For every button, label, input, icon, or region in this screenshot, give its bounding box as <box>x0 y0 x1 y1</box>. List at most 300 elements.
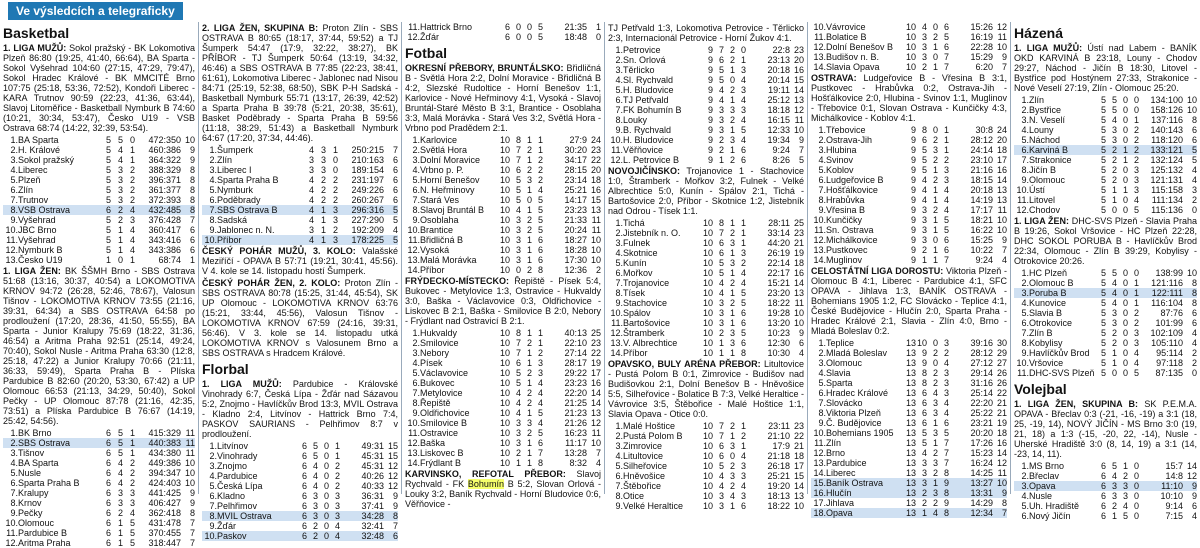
stat-cell: 3 <box>515 418 521 428</box>
stat-cell: 20:24 <box>564 225 587 235</box>
stat-cell: 3 <box>921 205 927 215</box>
stat-cell: 11 <box>181 438 195 448</box>
stat-cell: 8 <box>938 488 949 498</box>
table-row <box>1014 165 1197 175</box>
stat-cell: 364:322 <box>148 155 181 165</box>
stat-cell: 4. <box>1021 298 1029 308</box>
stat-cell: 6 <box>1191 308 1197 318</box>
stat-cell: 0 <box>1122 268 1128 278</box>
stat-cell: 16 <box>996 165 1007 175</box>
stat-cell: 0 <box>932 125 938 135</box>
team-name-cell: Budišov n. B. <box>826 52 880 62</box>
team-name-cell: Zlín <box>18 185 34 195</box>
highlighted-word: Bohumín <box>467 479 504 489</box>
stat-cell: 13. <box>5 255 18 265</box>
team-name-cell: Jablonec n. N. <box>217 225 275 235</box>
results-paragraph <box>608 166 804 216</box>
stat-cell: 4 <box>1111 115 1117 125</box>
stat-cell: 5 <box>1100 278 1106 288</box>
stat-cell: 2 <box>526 388 532 398</box>
table-row <box>3 438 195 448</box>
stat-cell: 5 <box>105 245 111 255</box>
team-name-cell: Nymburk B <box>18 245 63 255</box>
stat-cell: 4 <box>1001 255 1007 265</box>
stat-cell: 4 <box>308 195 314 205</box>
stat-cell: 1. <box>1021 268 1029 278</box>
stat-cell: 3 <box>308 165 314 175</box>
stat-cell: 3 <box>740 85 746 95</box>
stat-cell: 6. <box>818 175 826 185</box>
team-name-cell: Věřňovice <box>623 145 664 155</box>
stat-cell: 7 <box>943 438 949 448</box>
stat-cell: 6 <box>515 165 521 175</box>
stat-cell: 361:377 <box>148 185 181 195</box>
stat-cell: 4 <box>932 388 938 398</box>
stat-cell: 3 <box>129 498 135 508</box>
stat-cell: 140:143 <box>1150 125 1183 135</box>
stat-cell: 10 <box>702 328 713 338</box>
stat-cell: 250:215 <box>351 145 384 155</box>
stat-cell: 1 <box>1133 278 1139 288</box>
stat-cell: 2 <box>595 265 601 275</box>
table-row <box>811 388 1007 398</box>
stat-cell: 1 <box>729 308 735 318</box>
team-name-cell: Bartošovice <box>623 318 671 328</box>
stat-cell: 10. <box>202 531 217 541</box>
stat-cell: 343:386 <box>148 245 181 255</box>
stat-cell: 5 <box>117 428 123 438</box>
standings-table <box>405 22 601 42</box>
stat-cell: 9 <box>1183 481 1197 491</box>
table-row <box>202 491 398 501</box>
team-name-cell: Ludgeřovice B <box>826 175 884 185</box>
team-name-cell: Poruba B <box>1029 288 1094 298</box>
stat-cell: 133:121 <box>1139 145 1183 155</box>
team-name-cell: Třebovice <box>826 125 866 135</box>
standings-table <box>3 428 195 548</box>
team-name-cell: Břeclav <box>1029 471 1060 481</box>
standings-table <box>405 328 601 468</box>
stat-cell: 9 <box>798 328 804 338</box>
stat-cell: 4 <box>308 185 314 195</box>
stat-cell: 17 <box>793 461 804 471</box>
stat-cell: 17:30 <box>564 255 587 265</box>
stat-cell: 2 <box>932 205 938 215</box>
stat-cell: 0 <box>318 511 329 521</box>
standings-table <box>608 218 804 358</box>
table-row <box>608 318 804 328</box>
stat-cell: 3 <box>308 225 314 235</box>
stat-cell: 21 <box>996 398 1007 408</box>
table-row <box>608 298 804 308</box>
stat-cell: 472:350 <box>148 135 181 145</box>
stat-cell: 4 <box>921 185 927 195</box>
stat-cell: 10 <box>499 165 510 175</box>
stat-cell: 2 <box>729 278 735 288</box>
stat-cell: 20 <box>590 165 601 175</box>
stat-cell: 6 <box>943 22 949 32</box>
stat-cell: 4 <box>117 145 123 155</box>
table-row <box>811 448 1007 458</box>
results-paragraph <box>3 266 195 426</box>
stat-cell: 10 <box>702 238 713 248</box>
team-name-cell: DHC-SVS Plzeň <box>1029 368 1095 378</box>
results-paragraph <box>1014 399 1197 459</box>
team-name-cell: Silheřovice <box>623 461 668 471</box>
table-row <box>811 62 1007 72</box>
stat-cell: 15:7 <box>1165 461 1183 471</box>
paragraph-lead: FRÝDECKO-MÍSTECKO: <box>405 276 509 286</box>
team-name-cell: Tišnov <box>18 448 45 458</box>
stat-cell: 5. <box>1021 308 1029 318</box>
stat-cell: 4 <box>718 481 724 491</box>
table-row <box>1014 175 1197 185</box>
team-name-cell: Nový Jičín <box>1029 511 1071 521</box>
stat-cell: 2 <box>526 225 532 235</box>
team-name-cell: Trutnov <box>18 195 49 205</box>
stat-cell: 1 <box>943 125 949 135</box>
stat-cell: 24 <box>996 125 1007 135</box>
stat-cell: 2. <box>615 228 623 238</box>
stat-cell: 4. <box>1021 491 1029 501</box>
stat-cell: 4 <box>718 471 724 481</box>
team-name-cell: Stachovice <box>623 298 668 308</box>
stat-cell: 20:18 <box>767 65 790 75</box>
stat-cell: 5 <box>798 155 804 165</box>
team-name-cell: L. Petrovice B <box>623 155 680 165</box>
stat-cell: 2 <box>729 85 735 95</box>
stat-cell: 13 <box>905 348 916 358</box>
stat-cell: 6 <box>1191 501 1197 511</box>
stat-cell: 8 <box>189 508 195 518</box>
table-row <box>811 155 1007 165</box>
table-row <box>1014 461 1197 471</box>
stat-cell: 20:18 <box>970 185 993 195</box>
stat-cell: 13 <box>905 508 916 518</box>
stat-cell: 13:31 <box>949 488 993 498</box>
stat-cell: 1. <box>615 421 623 431</box>
stat-cell: 22:20 <box>970 398 993 408</box>
stat-cell: 40:13 <box>564 328 587 338</box>
table-row <box>1014 481 1197 491</box>
stat-cell: 5. <box>10 175 18 185</box>
stat-cell: 10 <box>184 135 195 145</box>
stat-cell: 6 <box>1100 471 1106 481</box>
stat-cell: 9. <box>10 508 18 518</box>
stat-cell: 3 <box>729 441 735 451</box>
stat-cell: 5. <box>10 468 18 478</box>
stat-cell: 1 <box>526 408 532 418</box>
team-name-cell: Liberec <box>826 468 856 478</box>
table-row <box>3 225 195 235</box>
stat-cell: 2. <box>10 145 18 155</box>
team-name-cell: Sparta Praha B <box>217 175 279 185</box>
stat-cell: 10 <box>499 438 510 448</box>
stat-cell: 1 <box>1133 115 1139 125</box>
stat-cell: 2 <box>129 175 135 185</box>
stat-cell: 10 <box>499 195 510 205</box>
stat-cell: 1. <box>818 125 826 135</box>
stat-cell: 121:131 <box>1150 175 1183 185</box>
stat-cell: 0 <box>932 22 938 32</box>
table-row <box>811 225 1007 235</box>
stat-cell: 10 <box>499 358 510 368</box>
stat-cell: 0 <box>1133 268 1139 278</box>
paragraph-text: DHC-SVS Plzeň - Slavia Praha B 19:26, Sokol Vršovice - HC Plzeň 22:28, DHC SOKOL PORUBA B - Havlíčkův Brod 22:34, Olomouc - Zlín B 39:29, Kobylisy - Otrokovice 20:26. <box>1014 216 1198 266</box>
table-row <box>1014 318 1197 328</box>
table-row <box>1014 135 1197 145</box>
stat-cell: 0 <box>1122 115 1128 125</box>
stat-cell: 2 <box>1133 135 1139 145</box>
team-name-cell: Kunovice <box>1029 298 1067 308</box>
stat-cell: 13 <box>996 195 1007 205</box>
stat-cell: 10 <box>702 248 713 258</box>
stat-cell: 5. <box>615 461 623 471</box>
stat-cell: 10 <box>499 215 510 225</box>
stat-cell: 14 <box>793 481 804 491</box>
stat-cell: 13:27 <box>949 478 993 488</box>
table-row <box>405 215 601 225</box>
stat-cell: 2 <box>932 468 938 478</box>
team-name-cell: Slavia Opava <box>826 62 880 72</box>
stat-cell: 2 <box>320 185 326 195</box>
stat-cell: 1 <box>117 225 123 235</box>
stat-cell: 7 <box>1001 62 1007 72</box>
table-row <box>3 215 195 225</box>
stat-cell: 6. <box>10 478 18 488</box>
paragraph-lead: CELOSTÁTNÍ LIGA DOROSTU: <box>811 266 944 276</box>
team-name-cell: Sl. Rychvald <box>623 75 674 85</box>
table-row <box>811 255 1007 265</box>
stat-cell: 227:290 <box>351 215 384 225</box>
team-name-cell: H. Králové <box>18 145 61 155</box>
stat-cell: 10:23 <box>767 328 790 338</box>
stat-cell: 10 <box>184 468 195 478</box>
table-row <box>405 428 601 438</box>
stat-cell: 7 <box>943 458 949 468</box>
stat-cell: 8 <box>718 218 724 228</box>
stat-cell: 6 <box>921 418 927 428</box>
stat-cell: 2 <box>921 62 927 72</box>
stat-cell: 1 <box>129 428 135 438</box>
stat-cell: 29 <box>996 348 1007 358</box>
stat-cell: 8 <box>515 135 521 145</box>
stat-cell: 1 <box>526 205 532 215</box>
stat-cell: 9. <box>412 215 420 225</box>
stat-cell: 16 <box>996 438 1007 448</box>
stat-cell: 3 <box>943 388 949 398</box>
stat-cell: 13 <box>905 408 916 418</box>
table-row <box>1014 368 1197 378</box>
stat-cell: 8 <box>537 265 543 275</box>
stat-cell: 3 <box>1111 318 1117 328</box>
stat-cell: 5 <box>105 175 111 185</box>
stat-cell: 22:14 <box>767 258 790 268</box>
table-row <box>405 135 601 145</box>
stat-cell: 3 <box>921 42 927 52</box>
stat-cell: 1 <box>526 348 532 358</box>
team-name-cell: Kralupy <box>18 488 49 498</box>
team-name-cell: Slavoj Bruntál B <box>420 205 485 215</box>
table-row <box>608 471 804 481</box>
team-name-cell: Louky <box>623 115 648 125</box>
table-row <box>608 115 804 125</box>
stat-cell: 6 <box>105 518 111 528</box>
table-row <box>405 458 601 468</box>
stat-cell: 4 <box>392 225 398 235</box>
stat-cell: 1 <box>129 255 135 265</box>
stat-cell: 0 <box>1122 298 1128 308</box>
stat-cell: 13:28 <box>564 448 587 458</box>
column-fotbal-3 <box>808 22 1011 518</box>
stat-cell: 2 <box>129 195 135 205</box>
stat-cell: 10 <box>702 461 713 471</box>
stat-cell: 1 <box>526 185 532 195</box>
stat-cell: 9:14 <box>1165 501 1183 511</box>
stat-cell: 2 <box>537 155 543 165</box>
team-name-cell: Jihlava <box>826 498 855 508</box>
stat-cell: 5 <box>392 215 398 225</box>
stat-cell: 23 <box>793 228 804 238</box>
team-name-cell: Fulnek <box>623 238 651 248</box>
team-name-cell: Olomouc B <box>1029 278 1074 288</box>
stat-cell: 11. <box>814 225 826 235</box>
stat-cell: 9 <box>910 145 916 155</box>
stat-cell: 1 <box>916 508 927 518</box>
stat-cell: 19:11 <box>768 85 790 95</box>
table-row <box>405 398 601 408</box>
stat-cell: 9 <box>707 45 713 55</box>
table-row <box>608 238 804 248</box>
stat-cell: 22 <box>590 155 601 165</box>
table-row <box>608 258 804 268</box>
stat-cell: 7. <box>10 195 18 205</box>
stat-cell: 3 <box>921 215 927 225</box>
stat-cell: 1 <box>129 145 135 155</box>
table-row <box>608 75 804 85</box>
stat-cell: 2 <box>729 45 735 55</box>
stat-cell: 5 <box>1100 328 1106 338</box>
team-name-cell: Liberec I <box>217 165 252 175</box>
stat-cell: 34:17 <box>564 155 587 165</box>
stat-cell: 0 <box>1122 368 1128 378</box>
stat-cell: 2 <box>1191 195 1197 205</box>
stat-cell: 1 <box>1111 511 1117 521</box>
stat-cell: 36:31 <box>361 491 384 501</box>
paragraph-text: Proton Zlín - SBS OSTRAVA B 80:65 (18:17, 37:44, 59:52) a TJ Šumperk 54:47 (17:9, 32:22, 38:27), BK PŘÍBOR - TJ Šumperk 50:64 (13:19, 34:32, 46:46) a SBS OSTRAVA B 77:85 (22:23, 38:41, 61:61), Lokomotiva Liberec - Jablonec nad Nisou 84:71 (25:19, 52:38, 68:50), SBK P-H Sadská - Basketball Nymburk 55:71 (13:17, 26:39, 42:52) a Sparta Praha B 39:78 (5:21, 20:38, 35:61), Basket Poděbrady - Sparta Praha B 59:56 (11:18, 38:29, 51:43) a Basketball Nymburk 64:67 (17:20, 37:34, 44:46). <box>202 23 398 143</box>
stat-cell: 6 <box>504 22 510 32</box>
stat-cell: 0 <box>1133 501 1139 511</box>
table-row <box>405 388 601 398</box>
stat-cell: 1 <box>729 501 735 511</box>
stat-cell: 0 <box>515 265 521 275</box>
stat-cell: 21:16 <box>970 165 993 175</box>
table-row <box>202 521 398 531</box>
stat-cell: 10 <box>702 228 713 238</box>
stat-cell: 11 <box>794 115 804 125</box>
stat-cell: 11 <box>591 428 601 438</box>
team-name-cell: Ostrava-Jih <box>826 135 873 145</box>
stat-cell: 5. <box>818 378 826 388</box>
stat-cell: 10 <box>702 268 713 278</box>
stat-cell: 6 <box>515 358 521 368</box>
team-name-cell: Příbor <box>420 265 445 275</box>
stat-cell: 6 <box>189 245 195 255</box>
stat-cell: 3 <box>740 471 746 481</box>
stat-cell: 9 <box>910 175 916 185</box>
stat-cell: 4 <box>718 278 724 288</box>
stat-cell: 8 <box>921 125 927 135</box>
stat-cell: 3 <box>1106 481 1117 491</box>
stat-cell: 27:12 <box>970 358 993 368</box>
stat-cell: 3 <box>932 398 938 408</box>
table-row <box>811 428 1007 438</box>
stat-cell: 1. <box>209 145 217 155</box>
stat-cell: 22 <box>793 431 804 441</box>
stat-cell: 2 <box>1133 155 1139 165</box>
team-name-cell: Frýdlant B <box>420 458 462 468</box>
team-name-cell: Sn. Orlová <box>623 55 666 65</box>
table-row <box>3 165 195 175</box>
stat-cell: 5 <box>105 165 111 175</box>
stat-cell: 10 <box>905 22 916 32</box>
stat-cell: 15:23 <box>970 448 993 458</box>
team-name-cell: Zlín <box>1029 95 1045 105</box>
stat-cell: 10. <box>5 518 18 528</box>
stat-cell: 4 <box>927 508 938 518</box>
stat-cell: 10 <box>702 258 713 268</box>
stat-cell: 19:20 <box>767 481 790 491</box>
stat-cell: 1 <box>526 358 532 368</box>
team-name-cell: Smilovice B <box>420 418 468 428</box>
table-row <box>1014 308 1197 318</box>
stat-cell: 3 <box>916 478 927 488</box>
stat-cell: 3 <box>729 238 735 248</box>
team-name-cell: Kunín <box>623 258 647 268</box>
table-row <box>405 225 601 235</box>
stat-cell: 10. <box>202 235 217 245</box>
stat-cell: 4 <box>943 185 949 195</box>
stat-cell: 4 <box>515 398 521 408</box>
stat-cell: 2. <box>818 348 826 358</box>
stat-cell: 5 <box>718 65 724 75</box>
stat-cell: 6 <box>295 511 307 521</box>
paragraph-lead: NOVOJIČÍNSKO: <box>608 166 681 176</box>
table-row <box>1014 501 1197 511</box>
section-heading: Florbal <box>202 361 249 377</box>
stat-cell: 0 <box>332 155 338 165</box>
stat-cell: 5 <box>1100 175 1106 185</box>
team-name-cell: Česká Lípa <box>217 481 263 491</box>
stat-cell: 5 <box>921 438 927 448</box>
team-name-cell: Olomouc <box>1029 175 1066 185</box>
stat-cell: 1 <box>932 245 938 255</box>
paragraph-text: Viktoria Plzeň - Olomouc B 4:1, Liberec - Pardubice 4:1, SFC OPAVA - Jihlava 1:3, BANÍK OSTRAVA - Bohemians 1905 1:2, FC Slovácko - Teplice 4:1, České Budějovice - Hlučín 2:0, Sparta Praha - Hradec Králové 2:1, Slavia - Zlín 4:0, Brno - Mladá Boleslav 0:2. <box>811 266 1007 336</box>
stat-cell: 1 <box>526 255 532 265</box>
stat-cell: 13 <box>905 418 916 428</box>
team-name-cell: Krnov <box>18 498 42 508</box>
stat-cell: 2 <box>729 298 735 308</box>
stat-cell: 19 <box>996 418 1007 428</box>
stat-cell: 5 <box>1100 195 1106 205</box>
stat-cell: 6 <box>921 408 927 418</box>
stat-cell: 362:418 <box>148 508 181 518</box>
stat-cell: 3 <box>334 501 340 511</box>
paragraph-text: Ústí nad Labem - BANÍK OKD KARVINÁ B 23:18, Louny - Chodov 29:27, Náchod - Jičín B 18:30, Litovel - Bystřice pod Hostýnem 27:33, Strakonice - Nové Veselí 27:19, Zlín - Olomouc 25:20. <box>1014 43 1197 93</box>
table-row <box>1014 328 1197 338</box>
stat-cell: 1 <box>943 135 949 145</box>
paragraph-text: Řepiště - Písek 5:4, Bukovec - Metylovice 1:3, Ostravice - Hukvaldy 3:0, Baška - Václavovice 0:3, Oldřichovice - Liskovec B 2:1, Baška - Smilovice B 2:0, Nebory - Frýdlant nad Ostravicí B 2:1. <box>405 276 601 326</box>
